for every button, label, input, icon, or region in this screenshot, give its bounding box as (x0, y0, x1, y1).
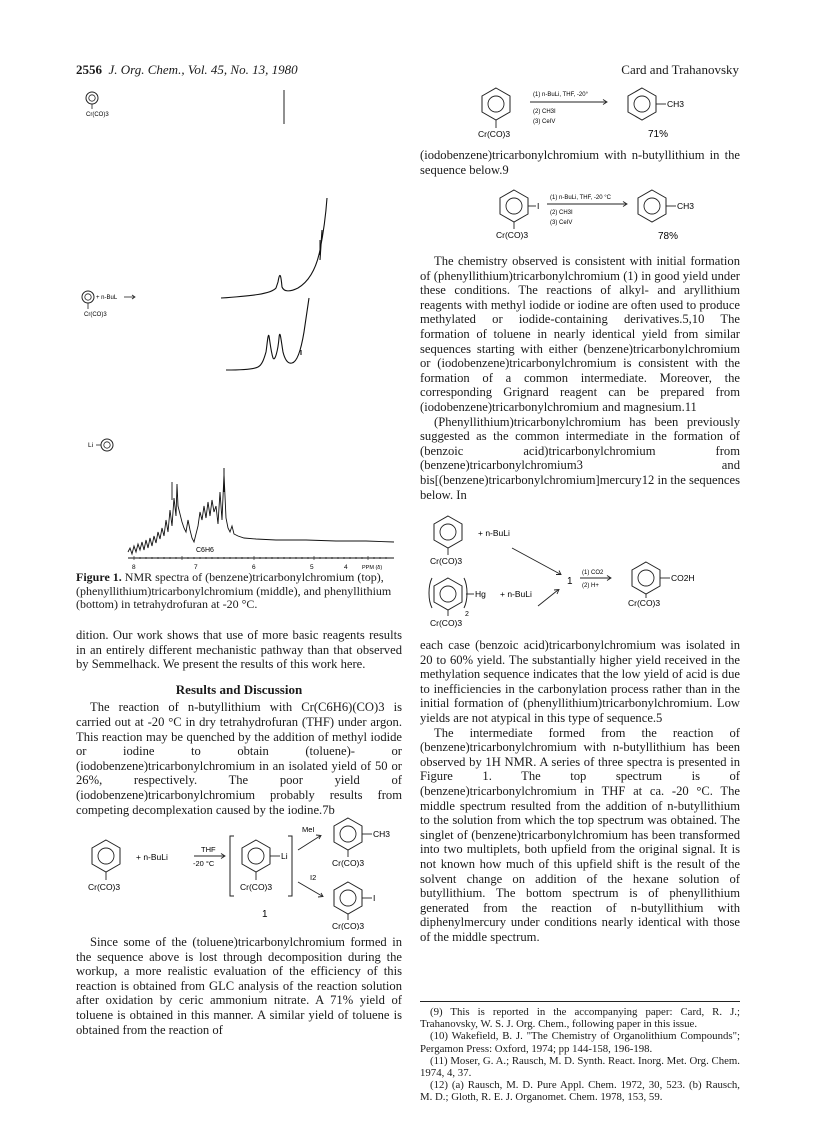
tick-8: 8 (132, 564, 136, 571)
scheme1-reagent: + n-BuLi (136, 852, 168, 862)
scheme-c-cr-2: Cr(CO)3 (628, 598, 661, 608)
scheme-c-step-2: (2) H+ (582, 583, 599, 589)
footnotes (420, 1006, 740, 1104)
scheme-c-hg: Hg (475, 589, 486, 599)
label-middle-sub: Cr(CO)3 (84, 312, 107, 318)
scheme1-cr-3: Cr(CO)3 (332, 858, 365, 868)
left-paragraph-2: The reaction of n-butyllithium with Cr(C6H6)(CO)3 is carried out at -20 °C in dry tetrahydrofuran (THF) under argon. This reaction may be quenched by the addition of methyl iodide or iodine to obtain (toluene)- or (iodobenzene)tricarbonylchromium in an isolated yield of 50 or 26%, respectively. The poor yield of (iodobenzene)tricarbonylchromium probably results from competing decomplexation caused by the iodine.7b (76, 700, 402, 817)
structure-phenyl-nbuli (82, 291, 135, 318)
footnote-9: (9) This is reported in the accompanying paper: Card, R. J.; Trahanovsky, W. S. J. Org. Chem., following paper in this issue. (420, 1006, 740, 1031)
scheme-b-step-1: (1) n-BuLi, THF, -20 °C (550, 195, 611, 201)
scheme-c-cr-3: Cr(CO)3 (430, 618, 463, 628)
scheme1-mei: MeI (302, 825, 315, 834)
running-header-left: 2556 J. Org. Chem., Vol. 45, No. 13, 1980 (76, 62, 298, 77)
tick-5: 5 (310, 564, 314, 571)
scheme-c-reagent-bottom: + n-BuLi (500, 589, 532, 599)
scheme-b-step-2: (2) CH3I (550, 210, 573, 216)
tick-7: 7 (194, 564, 198, 571)
left-column-bottom (76, 935, 402, 1037)
figure-1-caption (76, 571, 402, 612)
scheme-a-yield: 71% (648, 129, 669, 140)
peak-label-c6h6: C6H6 (196, 547, 214, 554)
tick-6: 6 (252, 564, 256, 571)
right-paragraph-1-text: (iodobenzene)tricarbonylchromium with n-butyllithium in the sequence below.9 (420, 148, 740, 177)
cr-label-top: Cr(CO)3 (86, 112, 109, 118)
scheme1-ch3: CH3 (373, 829, 391, 839)
scheme1-cr-2: Cr(CO)3 (240, 882, 273, 892)
caption-text: NMR spectra of (benzene)tricarbonylchromium (top), (phenyllithium)tricarbonylchromium (middle), and phenyllithium (bottom) in tetrahydrofuran at -20 °C. (76, 570, 392, 612)
structure-phenyllithium (88, 439, 113, 451)
right-paragraph-3: (Phenyllithium)tricarbonylchromium has been previously suggested as the common intermediate in the formation of (benzoic acid)tricarbonylchromium from (benzene)tricarbonylchromium3 and bis[(benzene)tricarbonylchromium]mercury12 in the sequences below. In (420, 414, 740, 502)
scheme-a-cr: Cr(CO)3 (478, 129, 511, 139)
scheme1-cond-top: THF (201, 845, 216, 854)
right-paragraph-2: The chemistry observed is consistent with initial formation of (phenyllithium)tricarbonylchromium (1) in good yield under these conditions. The reactions of alkyl- and aryllithium reagents with methyl iodide or iodine are often used to produce methylated or iodide-containing derivatives.5,10 The formation of toluene in nearly identical yield from similar sequences starting with either (benzene)tricarbonylchromium or (iodobenzene)tricarbonylchromium is consistent with the formation of a common intermediate. Moreover, the corresponding Grignard reagent can be prepared from (iodobenzene)tricarbonylchromium and magnesium.11 (420, 254, 740, 414)
scheme-1 (76, 812, 402, 930)
right-paragraph-4: each case (benzoic acid)tricarbonylchromium was isolated in 20 to 60% yield. The substantially higher yield received in the methylation sequence indicates that the low yield of acid is due to inefficiencies in the carbonylation process rather than in the initial formation of (phenyllithium)tricarbonylchromium. Low yields are not atypical in this type of sequence.5 (420, 638, 740, 725)
footnote-10: (10) Wakefield, B. J. "The Chemistry of Organolithium Compounds"; Pergamon Press: Oxford, 1974; pp 144-158, 196-198. (420, 1030, 740, 1055)
scheme-c-reagent-top: + n-BuLi (478, 528, 510, 538)
scheme-c-compound-no: 1 (567, 576, 573, 587)
scheme1-iodo: I (373, 893, 376, 903)
right-column-mid (420, 254, 740, 502)
right-paragraph-1 (420, 148, 740, 177)
section-heading: Results and Discussion (175, 681, 303, 697)
scheme-b-yield: 78% (658, 231, 679, 242)
scheme1-cond-bottom: -20 °C (193, 859, 215, 868)
structure-benzene-crco3 (86, 92, 109, 118)
left-paragraph-3: Since some of the (toluene)tricarbonylchromium formed in the sequence above is lost through decomposition during the workup, a more realistic evaluation of the efficiency of this reaction is obtained from GLC analysis of the reaction solution after oxidation by ceric ammonium nitrate. A 71% yield of toluene is obtained in this manner. A similar yield of toluene is obtained from the reaction of (76, 935, 402, 1037)
scheme-b-iodo: I (537, 201, 540, 211)
middle-spectrum-upper-trace (221, 198, 327, 298)
bottom-spectrum-trace (128, 474, 394, 554)
figure-1-nmr-spectra (76, 80, 402, 580)
scheme-a-product: CH3 (667, 99, 685, 109)
scheme-a-step-2: (2) CH3I (533, 109, 556, 115)
scheme1-cr-4: Cr(CO)3 (332, 921, 365, 930)
scheme-a (420, 80, 740, 144)
scheme-b-product: CH3 (677, 201, 695, 211)
scheme-c-cr-1: Cr(CO)3 (430, 556, 463, 566)
scheme-c-product: CO2H (671, 573, 695, 583)
scheme-c-sub2: 2 (465, 611, 469, 618)
scheme1-li: Li (281, 851, 288, 861)
right-paragraph-5: The intermediate formed from the reaction of (benzene)tricarbonylchromium with n-butyllithium has been observed by 1H NMR. A series of three spectra is presented in Figure 1. The top spectrum is of (benzene)tricarbonylchromium in THF at ca. -20 °C. The middle spectrum resulted from the addition of n-butyllithium to the solution from which the top spectrum was obtained. The singlet of (benzene)tricarbonylchromium has been transformed into two multiplets, both upfield from the original signal. It is not known how much of this upfield shift is the result of the solvent change on addition of the hexane solution of butyllithium. The bottom spectrum is of phenyllithium generated from the reaction of n-butyllithium with diphenylmercury under conditions nearly identical with those of the middle spectrum. (420, 725, 740, 944)
footnote-11: (11) Moser, G. A.; Rausch, M. D. Synth. React. Inorg. Met. Org. Chem. 1974, 4, 37. (420, 1054, 740, 1080)
right-column-bottom (420, 638, 740, 944)
scheme-a-step-3: (3) CeIV (533, 119, 556, 125)
axis-unit: PPM (δ) (362, 565, 383, 571)
scheme1-i2: I2 (310, 873, 317, 882)
running-header-right: Card and Trahanovsky (621, 62, 739, 77)
left-paragraph-1: dition. Our work shows that use of more basic reagents results in an entirely different mechanistic pathway than that observed by Semmelhack. We present the results of this work here. (76, 628, 402, 672)
left-column (76, 628, 402, 817)
scheme-c-step-1: (1) CO2 (582, 570, 604, 576)
scheme-c (420, 510, 740, 628)
scheme-b-step-3: (3) CeIV (550, 220, 573, 226)
middle-spectrum-lower-trace (226, 298, 309, 370)
label-bottom: Li (88, 442, 94, 449)
tick-4: 4 (344, 564, 348, 571)
scheme-a-step-1: (1) n-BuLi, THF, -20° (533, 92, 588, 98)
label-middle: + n-BuL (96, 295, 118, 301)
footnote-rule (420, 1001, 740, 1002)
scheme1-compound-no: 1 (262, 909, 268, 920)
caption-label: Figure 1. (76, 570, 122, 584)
scheme1-cr-1: Cr(CO)3 (88, 882, 121, 892)
scheme-b-cr: Cr(CO)3 (496, 230, 529, 240)
scheme-b (420, 184, 740, 246)
footnote-12: (12) (a) Rausch, M. D. Pure Appl. Chem. 1972, 30, 523. (b) Rausch, M. D.; Gloth, R. E. J. Organomet. Chem. 1978, 153, 59. (420, 1079, 740, 1104)
